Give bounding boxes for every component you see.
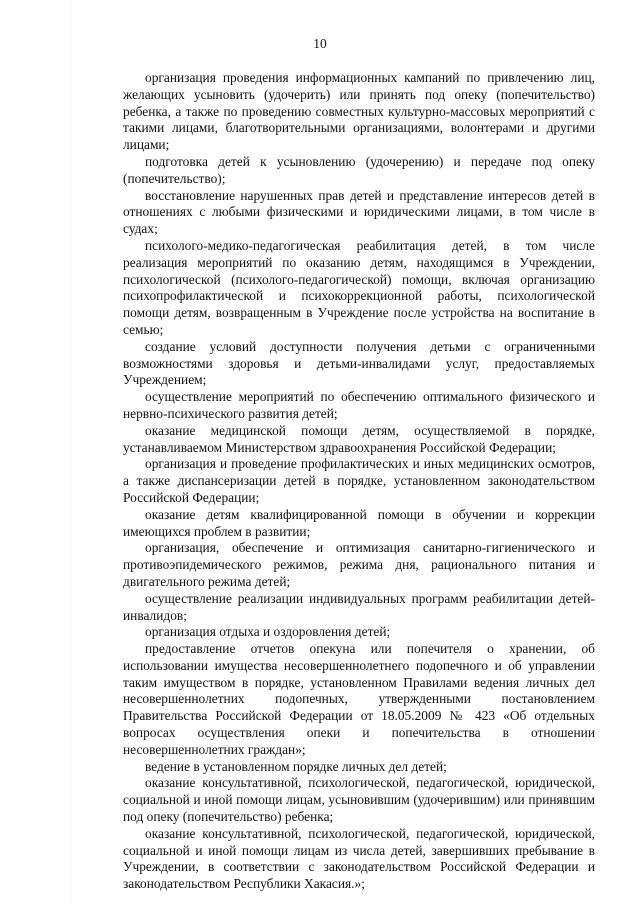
paragraph: оказание консультативной, психологической, педагогической, юридической, социальной и иной помощи лицам, усыновившим (удочерившим) или принявшим под опеку (попечительство) ребенка; [123, 775, 595, 825]
paragraph: ведение в установленном порядке личных дел детей; [145, 758, 447, 774]
paragraph: психолого-медико-педагогическая реабилитация детей, в том числе реализация мероприятий по оказанию детям, находящимся в Учреждении, психологической (психолого-педагогической) помощи, включая организацию психопрофилактической и психокоррекционной работы, психологической помощи детям, возвращенным в Учреждение после устройства на воспитание в семью; [123, 237, 595, 337]
page-number: 10 [313, 36, 327, 51]
document-body [123, 70, 595, 893]
paragraph: организация отдыха и оздоровления детей; [145, 624, 391, 640]
paragraph: осуществление реализации индивидуальных программ реабилитации детей-инвалидов; [123, 590, 595, 623]
paragraph: предоставление отчетов опекуна или попечителя о хранении, об использовании имущества несовершеннолетнего подопечного и об управлении таким имуществом в порядке, установленном Правилами ведения личных дел несовершеннолетних подопечных, утвержденными постановлением Правительства Российской Федерации от 18.05.2009 № 423 «Об отдельных вопросах осуществления опеки и попечительства в отношении несовершеннолетних граждан»; [123, 641, 595, 757]
paragraph: подготовка детей к усыновлению (удочерению) и передаче под опеку (попечительство); [123, 153, 595, 186]
paragraph: оказание детям квалифицированной помощи в обучении и коррекции имеющихся проблем в развитии; [123, 506, 595, 539]
paragraph: восстановление нарушенных прав детей и представление интересов детей в отношениях с любыми физическими и юридическими лицами, в том числе в судах; [123, 187, 595, 237]
paragraph: организация, обеспечение и оптимизация санитарно-гигиенического и противоэпидемического режимов, режима дня, рационального питания и двигательного режима детей; [123, 540, 595, 589]
scan-margin-line [71, 0, 72, 905]
paragraph: организация проведения информационных кампаний по привлечению лиц, желающих усыновить (удочерить) или принять под опеку (попечительство) ребенка, а также по проведению совместных культурно-массовых мероприятий с такими лицами, благотворительными организациями, волонтерами и другими лицами; [123, 70, 595, 153]
paragraph: организация и проведение профилактических и иных медицинских осмотров, а также диспансеризации детей в порядке, установленном законодательством Российской Федерации; [123, 456, 595, 505]
paragraph: оказание консультативной, психологической, педагогической, юридической, социальной и иной помощи лицам из числа детей, завершивших пребывание в Учреждении, в соответствии с законодательством Российской Федерации и законодательством Республики Хакасия.»; [123, 825, 595, 892]
paragraph: оказание медицинской помощи детям, осуществляемой в порядке, устанавливаемом Министерством здравоохранения Российской Федерации; [123, 422, 595, 455]
paragraph: осуществление мероприятий по обеспечению оптимального физического и нервно-психического развития детей; [123, 389, 595, 421]
paragraph: создание условий доступности получения детьми с ограниченными возможностями здоровья и детьми-инвалидами услуг, предоставляемых Учреждением; [123, 338, 595, 388]
